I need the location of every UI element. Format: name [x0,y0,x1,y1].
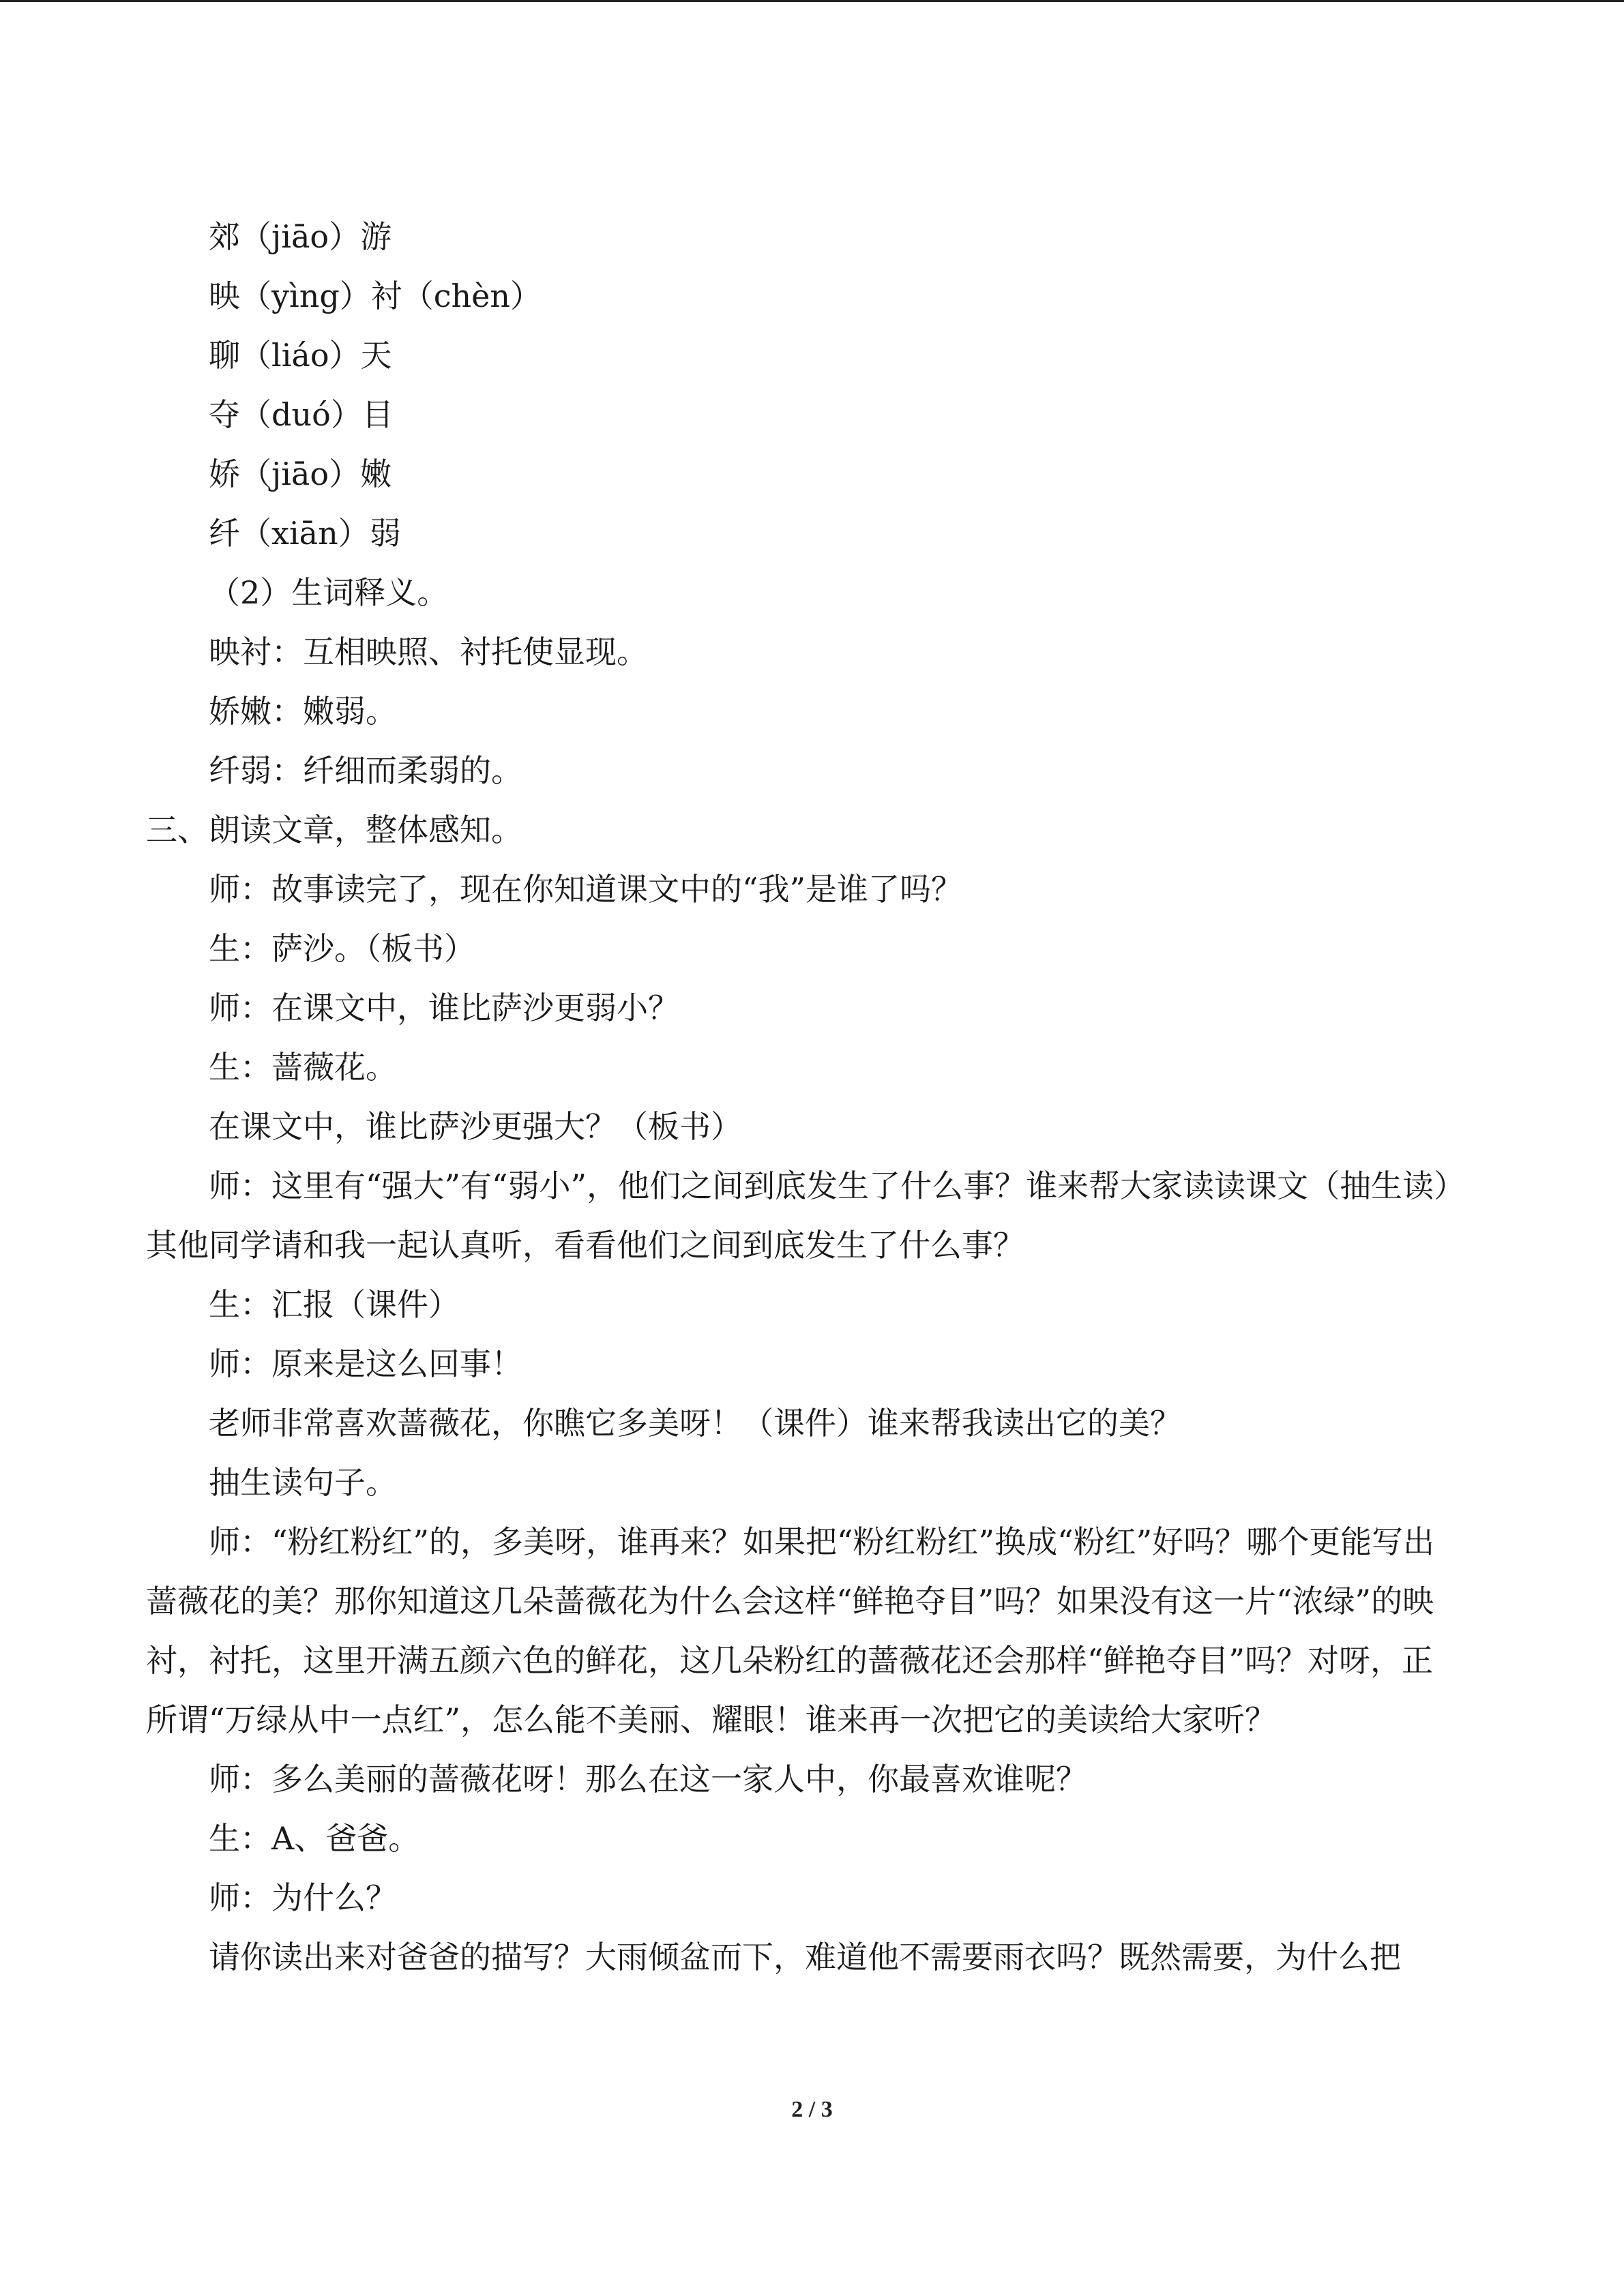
paragraph: 师：“粉红粉红”的，多美呀，谁再来？如果把“粉红粉红”换成“粉红”好吗？哪个更能写出蔷薇花的美？那你知道这几朵蔷薇花为什么会这样“鲜艳夺目”吗？如果没有这一片“浓绿”的映衬，衬托，这里开满五颜六色的鲜花，这几朵粉红的蔷薇花还会那样“鲜艳夺目”吗？对呀，正所谓“万绿从中一点红”，怎么能不美丽、耀眼！谁来再一次把它的美读给大家听？ [146,1523,1435,1738]
paragraph: 生：汇报（课件） [209,1286,460,1323]
paragraph: 娇嫩：嫩弱。 [209,693,397,730]
paragraph: 师：这里有“强大”有“弱小”，他们之间到底发生了什么事？谁来帮大家读读课文（抽生读）其他同学请和我一起认真听，看看他们之间到底发生了什么事？ [146,1167,1450,1264]
paragraph: 三、朗读文章，整体感知。 [146,811,522,848]
paragraph: 聊（liáo）天 [209,337,392,374]
paragraph: 生：蔷薇花。 [209,1049,397,1086]
paragraph: 师：故事读完了，现在你知道课文中的“我”是谁了吗？ [209,871,963,908]
paragraph: 映衬：互相映照、衬托使显现。 [209,633,648,670]
paragraph: 师：多么美丽的蔷薇花呀！那么在这一家人中，你最喜欢谁呢？ [209,1761,1087,1798]
paragraph: 师：为什么？ [209,1879,397,1916]
paragraph: 师：在课文中，谁比萨沙更弱小？ [209,989,679,1026]
paragraph: 郊（jiāo）游 [209,218,392,255]
paragraph: 夺（duó）目 [209,396,394,433]
paragraph: 老师非常喜欢蔷薇花，你瞧它多美呀！（课件）谁来帮我读出它的美？ [209,1405,1181,1442]
page-number: 2 / 3 [791,2097,833,2122]
paragraph: 抽生读句子。 [209,1464,397,1501]
paragraph: 生：A、爸爸。 [209,1820,420,1857]
paragraph: 在课文中，谁比萨沙更强大？（板书） [209,1108,742,1145]
paragraph: 请你读出来对爸爸的描写？大雨倾盆而下，难道他不需要雨衣吗？既然需要，为什么把 [209,1939,1401,1976]
paragraph: 师：原来是这么回事！ [209,1345,522,1382]
document-body [146,207,1459,1987]
paragraph: 纤弱：纤细而柔弱的。 [209,752,522,789]
paragraph: （2）生词释义。 [209,574,449,611]
paragraph: 娇（jiāo）嫩 [209,456,392,492]
paragraph: 纤（xiān）弱 [209,515,401,552]
paragraph: 生：萨沙。（板书） [209,930,475,967]
paragraph: 映（yìng）衬（chèn） [209,278,542,314]
